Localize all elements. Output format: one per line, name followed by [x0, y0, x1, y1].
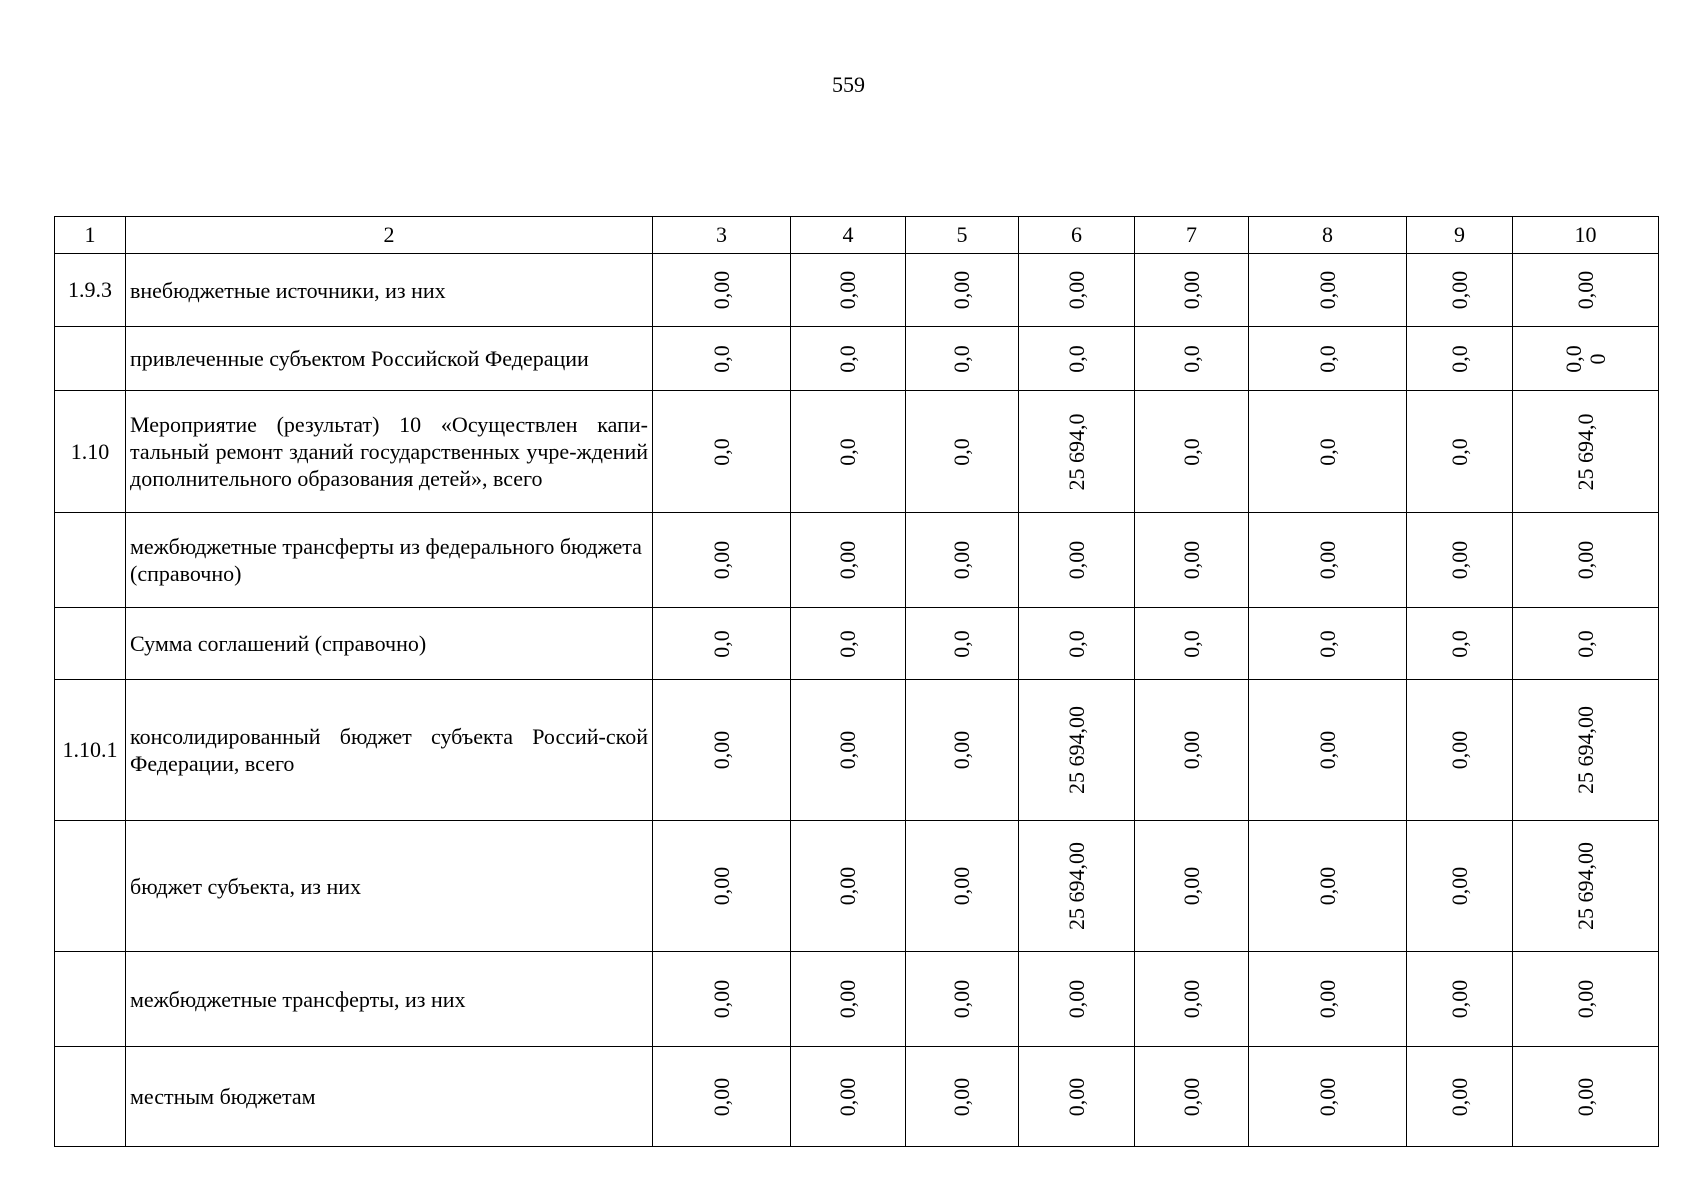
row-code — [55, 608, 126, 680]
value-text: 25 694,00 — [1572, 842, 1598, 930]
column-header: 1 — [55, 217, 126, 254]
value-text: 0,00 — [708, 540, 734, 580]
value-cell — [653, 952, 791, 1047]
value-text: 25 694,00 — [1063, 706, 1089, 794]
value-cell — [653, 513, 791, 608]
value-cell — [791, 680, 906, 821]
value-text: 0,0 — [835, 344, 860, 373]
row-label: внебюджетные источники, из них — [126, 254, 653, 327]
value-cell — [653, 821, 791, 952]
value-cell — [653, 1047, 791, 1147]
value-text: 0,00 — [1178, 540, 1204, 580]
value-text: 0,0 — [835, 437, 860, 466]
value-text: 0,00 — [835, 270, 860, 310]
table-row — [55, 254, 1659, 327]
value-cell — [906, 608, 1019, 680]
column-header: 10 — [1513, 217, 1659, 254]
column-header: 2 — [126, 217, 653, 254]
value-cell — [653, 391, 791, 513]
value-cell — [1019, 821, 1135, 952]
value-text: 0,0 — [1063, 629, 1089, 658]
value-cell — [1407, 254, 1513, 327]
value-text: 0,0 0 — [1560, 344, 1610, 373]
value-cell — [1019, 254, 1135, 327]
row-code: 1.10.1 — [55, 680, 126, 821]
value-text: 0,00 — [835, 1077, 860, 1116]
value-text: 0,00 — [949, 730, 974, 770]
value-cell — [1513, 1047, 1659, 1147]
value-text: 0,0 — [1314, 437, 1340, 466]
value-cell — [906, 1047, 1019, 1147]
value-cell — [1407, 821, 1513, 952]
value-text: 0,0 — [835, 629, 860, 658]
value-cell — [1407, 1047, 1513, 1147]
value-cell — [1135, 391, 1249, 513]
table-header-row — [55, 217, 1659, 254]
value-text: 0,0 — [1446, 344, 1472, 373]
value-cell — [1407, 608, 1513, 680]
value-cell — [1513, 680, 1659, 821]
value-text: 0,0 — [708, 629, 734, 658]
column-header: 9 — [1407, 217, 1513, 254]
value-cell — [791, 513, 906, 608]
column-header: 4 — [791, 217, 906, 254]
table-row — [55, 952, 1659, 1047]
row-code — [55, 952, 126, 1047]
value-text: 0,00 — [708, 730, 734, 770]
value-text: 0,0 — [1314, 629, 1340, 658]
value-text: 0,00 — [949, 270, 974, 310]
value-cell — [1135, 680, 1249, 821]
value-text: 0,0 — [1063, 344, 1089, 373]
row-label: межбюджетные трансферты из федерального бюджета (справочно) — [126, 513, 653, 608]
value-text: 0,0 — [1314, 344, 1340, 373]
value-text: 0,0 — [1446, 437, 1472, 466]
value-cell — [791, 391, 906, 513]
value-cell — [1513, 608, 1659, 680]
row-label: привлеченные субъектом Российской Федерации — [126, 327, 653, 391]
value-text: 0,00 — [1572, 979, 1598, 1019]
value-text: 0,0 — [949, 344, 974, 373]
page-number: 559 — [832, 72, 865, 97]
value-cell — [1513, 391, 1659, 513]
table-row — [55, 608, 1659, 680]
value-cell — [1135, 821, 1249, 952]
value-cell — [906, 327, 1019, 391]
value-cell — [1019, 680, 1135, 821]
value-cell — [1135, 327, 1249, 391]
value-cell — [791, 254, 906, 327]
value-cell — [1407, 327, 1513, 391]
value-cell — [1249, 513, 1407, 608]
row-code — [55, 513, 126, 608]
value-cell — [1135, 608, 1249, 680]
value-text: 0,00 — [1314, 866, 1340, 906]
value-text: 0,00 — [1314, 540, 1340, 580]
table-row — [55, 327, 1659, 391]
value-cell — [653, 608, 791, 680]
value-cell — [1249, 327, 1407, 391]
value-text: 0,00 — [1314, 1077, 1340, 1116]
value-text: 0,00 — [1178, 866, 1204, 906]
value-cell — [791, 821, 906, 952]
value-text: 0,00 — [1063, 270, 1089, 310]
value-text: 25 694,00 — [1063, 842, 1089, 930]
value-text: 0,00 — [708, 866, 734, 906]
value-text: 0,00 — [1063, 1077, 1089, 1116]
value-cell — [1249, 821, 1407, 952]
value-cell — [1249, 1047, 1407, 1147]
value-text: 0,00 — [1178, 730, 1204, 770]
column-header: 8 — [1249, 217, 1407, 254]
value-text: 0,00 — [1178, 1077, 1204, 1116]
value-text: 0,0 — [1178, 629, 1204, 658]
value-text: 0,0 — [1178, 437, 1204, 466]
value-text: 0,00 — [835, 979, 860, 1019]
row-label: межбюджетные трансферты, из них — [126, 952, 653, 1047]
value-cell — [1249, 608, 1407, 680]
value-cell — [791, 1047, 906, 1147]
value-text: 0,0 — [708, 344, 734, 373]
value-cell — [1019, 391, 1135, 513]
value-text: 0,00 — [1446, 540, 1472, 580]
value-text: 0,00 — [1572, 540, 1598, 580]
row-label: Мероприятие (результат) 10 «Осуществлен капи-тальный ремонт зданий государственных учре-ждений дополнительного образования детей», всего — [126, 391, 653, 513]
row-label: Сумма соглашений (справочно) — [126, 608, 653, 680]
value-cell — [1513, 821, 1659, 952]
value-text: 0,0 — [708, 437, 734, 466]
value-text: 0,00 — [1314, 270, 1340, 310]
value-text: 25 694,0 — [1063, 413, 1089, 490]
value-cell — [1019, 1047, 1135, 1147]
table-body — [55, 217, 1659, 1147]
row-code — [55, 327, 126, 391]
value-text: 0,00 — [1446, 866, 1472, 906]
value-cell — [1407, 513, 1513, 608]
value-cell — [1019, 327, 1135, 391]
value-text: 0,00 — [835, 866, 860, 906]
row-code — [55, 1047, 126, 1147]
value-cell — [653, 254, 791, 327]
value-text: 0,00 — [949, 1077, 974, 1116]
value-text: 0,00 — [835, 730, 860, 770]
value-cell — [1135, 513, 1249, 608]
budget-table — [54, 216, 1659, 1147]
column-header: 5 — [906, 217, 1019, 254]
table-row — [55, 391, 1659, 513]
value-cell — [1249, 391, 1407, 513]
table-row — [55, 821, 1659, 952]
value-cell — [1513, 513, 1659, 608]
row-label: бюджет субъекта, из них — [126, 821, 653, 952]
value-cell — [1135, 952, 1249, 1047]
value-cell — [1249, 952, 1407, 1047]
value-cell — [1407, 952, 1513, 1047]
value-cell — [653, 680, 791, 821]
value-text: 0,00 — [708, 1077, 734, 1116]
row-code — [55, 821, 126, 952]
value-cell — [791, 608, 906, 680]
value-cell — [1513, 327, 1659, 391]
value-cell — [906, 254, 1019, 327]
value-text: 0,00 — [1446, 1077, 1472, 1116]
value-text: 0,00 — [1446, 730, 1472, 770]
value-text: 0,0 — [1572, 629, 1598, 658]
row-label: местным бюджетам — [126, 1047, 653, 1147]
value-text: 0,00 — [949, 540, 974, 580]
value-text: 25 694,00 — [1572, 706, 1598, 794]
column-header: 7 — [1135, 217, 1249, 254]
value-text: 0,0 — [1446, 629, 1472, 658]
value-text: 0,00 — [1314, 979, 1340, 1019]
value-text: 0,00 — [708, 270, 734, 310]
value-text: 0,0 — [1178, 344, 1204, 373]
value-text: 25 694,0 — [1572, 413, 1598, 490]
value-text: 0,00 — [1572, 270, 1598, 310]
row-code: 1.9.3 — [55, 254, 126, 327]
value-text: 0,00 — [949, 866, 974, 906]
value-cell — [1019, 608, 1135, 680]
value-cell — [906, 680, 1019, 821]
value-text: 0,00 — [1314, 730, 1340, 770]
value-text: 0,00 — [835, 540, 860, 580]
value-cell — [1249, 680, 1407, 821]
value-cell — [1513, 952, 1659, 1047]
value-cell — [906, 821, 1019, 952]
table-row — [55, 1047, 1659, 1147]
value-cell — [1019, 952, 1135, 1047]
value-text: 0,0 — [949, 629, 974, 658]
value-text: 0,00 — [1178, 979, 1204, 1019]
value-text: 0,00 — [708, 979, 734, 1019]
value-cell — [1249, 254, 1407, 327]
column-header: 3 — [653, 217, 791, 254]
value-text: 0,00 — [1063, 979, 1089, 1019]
value-cell — [906, 391, 1019, 513]
value-text: 0,0 — [949, 437, 974, 466]
column-header: 6 — [1019, 217, 1135, 254]
value-text: 0,00 — [1178, 270, 1204, 310]
value-cell — [1135, 254, 1249, 327]
value-cell — [653, 327, 791, 391]
table-row — [55, 680, 1659, 821]
value-cell — [1407, 680, 1513, 821]
value-cell — [1019, 513, 1135, 608]
value-cell — [906, 952, 1019, 1047]
value-cell — [1135, 1047, 1249, 1147]
value-cell — [906, 513, 1019, 608]
row-code: 1.10 — [55, 391, 126, 513]
value-cell — [791, 327, 906, 391]
value-text: 0,00 — [1572, 1077, 1598, 1116]
table-row — [55, 513, 1659, 608]
value-cell — [1407, 391, 1513, 513]
value-text: 0,00 — [949, 979, 974, 1019]
value-text: 0,00 — [1446, 270, 1472, 310]
row-label: консолидированный бюджет субъекта Россий-ской Федерации, всего — [126, 680, 653, 821]
value-cell — [1513, 254, 1659, 327]
value-text: 0,00 — [1063, 540, 1089, 580]
value-cell — [791, 952, 906, 1047]
value-text: 0,00 — [1446, 979, 1472, 1019]
